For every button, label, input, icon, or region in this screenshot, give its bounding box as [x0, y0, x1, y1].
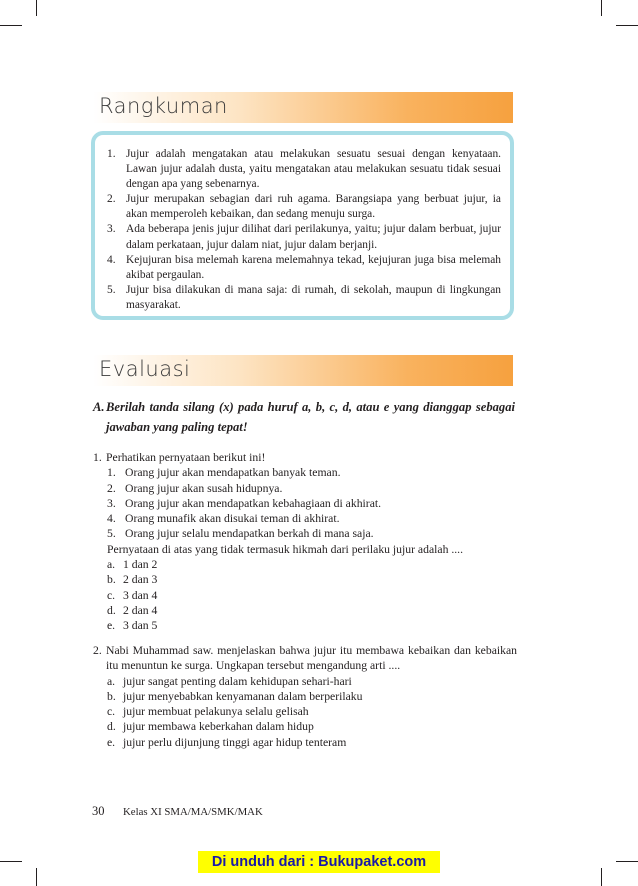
answer-option[interactable]: [93, 704, 517, 719]
evaluation-title: Evaluasi: [99, 357, 191, 381]
option-letter: b.: [107, 689, 116, 703]
item-text: Kejujuran bisa melemah karena melemahnya tekad, kejujuran juga bisa melemah akibat pergaulan.: [126, 253, 501, 281]
statement-number: 3.: [107, 496, 116, 510]
statement-number: 4.: [107, 512, 116, 526]
option-letter: c.: [107, 588, 116, 602]
statement-text: Orang jujur akan susah hidupnya.: [125, 481, 283, 495]
crop-mark: [36, 868, 37, 886]
statement-number: 1.: [107, 466, 116, 480]
option-letter: d.: [107, 603, 116, 617]
option-text: jujur sangat penting dalam kehidupan sehari-hari: [123, 674, 352, 688]
answer-option[interactable]: [93, 689, 517, 704]
question-1: [93, 450, 517, 634]
statement-text: Orang jujur selalu mendapatkan berkah di mana saja.: [125, 527, 374, 541]
crop-mark: [601, 868, 602, 886]
evaluation-header: [93, 355, 513, 386]
option-letter: c.: [107, 705, 116, 719]
option-text: jujur menyebabkan kenyamanan dalam berperilaku: [123, 689, 363, 703]
answer-option[interactable]: [93, 618, 517, 633]
answer-option[interactable]: [93, 572, 517, 587]
summary-header: [93, 92, 513, 123]
answer-option[interactable]: [93, 588, 517, 603]
statement-number: 5.: [107, 527, 116, 541]
item-number: 3.: [107, 223, 116, 236]
crop-mark: [616, 861, 638, 862]
statement-text: Orang jujur akan mendapatkan kebahagiaan di akhirat.: [125, 496, 382, 510]
item-text: Jujur bisa dilakukan di mana saja: di rumah, di sekolah, maupun di lingkungan masyarakat.: [126, 283, 501, 311]
option-text: 2 dan 4: [123, 603, 158, 617]
answer-option[interactable]: [93, 557, 517, 572]
answer-option[interactable]: [93, 603, 517, 618]
crop-mark: [601, 0, 602, 16]
option-text: jujur membawa keberkahan dalam hidup: [123, 720, 314, 734]
answer-option[interactable]: [93, 674, 517, 689]
list-item: [107, 222, 501, 252]
question-number: 2.: [93, 644, 102, 657]
statement-text: Orang munafik akan disukai teman di akhirat.: [125, 512, 340, 526]
option-letter: e.: [107, 619, 116, 633]
question-2: [93, 643, 517, 750]
crop-mark: [36, 0, 37, 16]
item-number: 2.: [107, 193, 116, 206]
crop-mark: [0, 861, 22, 862]
summary-title: Rangkuman: [99, 94, 228, 118]
item-number: 4.: [107, 253, 116, 266]
summary-list: [107, 147, 501, 313]
option-letter: a.: [107, 558, 116, 572]
option-text: jujur perlu dijunjung tinggi agar hidup tenteram: [123, 735, 347, 749]
list-item: [107, 192, 501, 222]
option-letter: a.: [107, 674, 116, 688]
statement: [93, 481, 517, 496]
option-text: jujur membuat pelakunya selalu gelisah: [123, 705, 309, 719]
list-item: [107, 147, 501, 192]
question-number: 1.: [93, 451, 102, 464]
list-item: [107, 253, 501, 283]
item-number: 5.: [107, 283, 116, 296]
footer-text: Kelas XI SMA/MA/SMK/MAK: [123, 806, 263, 818]
statement: [93, 526, 517, 541]
item-number: 1.: [107, 148, 116, 160]
statement-text: Orang jujur akan mendapatkan banyak teman.: [125, 466, 341, 480]
option-text: 3 dan 5: [123, 619, 158, 633]
option-text: 3 dan 4: [123, 588, 158, 602]
option-letter: e.: [107, 735, 116, 749]
download-banner[interactable]: Di unduh dari : Bukupaket.com: [198, 851, 440, 873]
option-text: 1 dan 2: [123, 558, 158, 572]
statement: [93, 465, 517, 480]
statement-number: 2.: [107, 481, 116, 495]
statement: [93, 511, 517, 526]
statement: [93, 496, 517, 511]
crop-mark: [616, 25, 638, 26]
item-text: Jujur adalah mengatakan atau melakukan sesuatu sesuai dengan kenyataan. Lawan jujur adalah dusta, yaitu mengatakan atau melakukan sesuatu tidak sesuai dengan apa yang sebenarnya.: [126, 148, 501, 191]
answer-option[interactable]: [93, 735, 517, 750]
option-letter: b.: [107, 573, 116, 587]
list-item: [107, 283, 501, 313]
question-prompt: Pernyataan di atas yang tidak termasuk hikmah dari perilaku jujur adalah ....: [107, 542, 464, 556]
answer-option[interactable]: [93, 719, 517, 734]
item-text: Ada beberapa jenis jujur dilihat dari perilakunya, yaitu; jujur dalam berbuat, jujur dalam perkataan, jujur dalam niat, jujur dalam berjanji.: [126, 223, 501, 251]
crop-mark: [0, 25, 22, 26]
option-letter: d.: [107, 720, 116, 734]
question-stem: Nabi Muhammad saw. menjelaskan bahwa jujur itu membawa kebaikan dan kebaikan itu menuntun ke surga. Ungkapan tersebut mengandung arti ....: [106, 644, 517, 673]
item-text: Jujur merupakan sebagian dari ruh agama. Barangsiapa yang berbuat jujur, ia akan memperoleh kebaikan, dan sedang menuju surga.: [126, 193, 501, 221]
instruction-letter: A.: [93, 400, 105, 414]
question-stem: Perhatikan pernyataan berikut ini!: [106, 451, 266, 464]
option-text: 2 dan 3: [123, 573, 158, 587]
summary-box: [91, 131, 514, 320]
instruction: [93, 397, 515, 437]
page-number: 30: [92, 804, 105, 818]
instruction-text: Berilah tanda silang (x) pada huruf a, b, c, d, atau e yang dianggap sebagai jawaban yang paling tepat!: [106, 400, 515, 434]
